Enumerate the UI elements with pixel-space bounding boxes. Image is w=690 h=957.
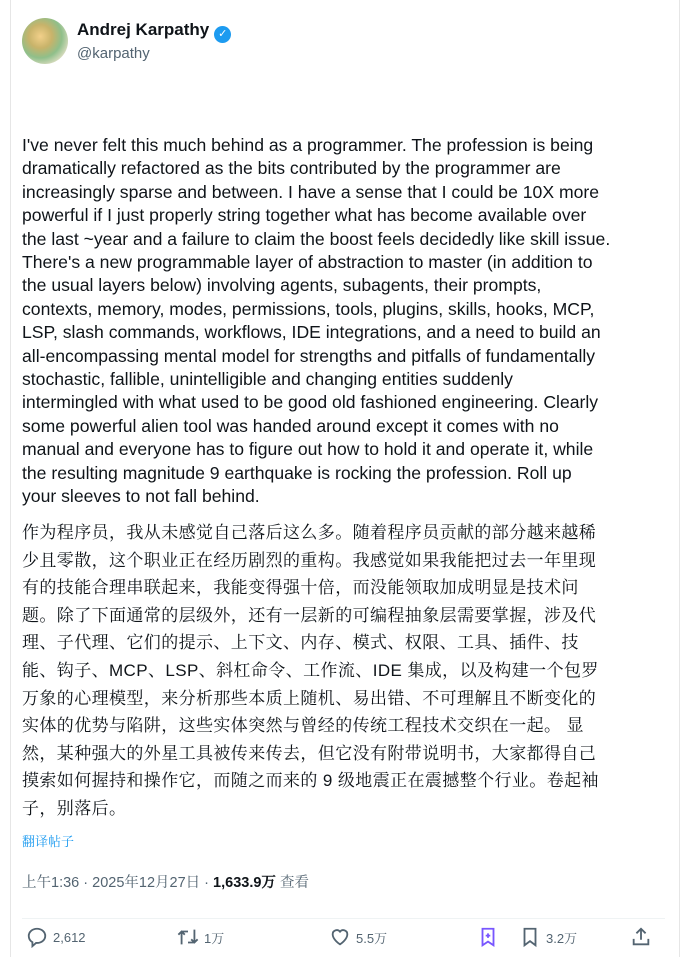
grok-bookmark-icon bbox=[477, 926, 499, 948]
post-text-line: 实体的优势与陷阱，这些实体突然与曾经的传统工程技术交织在一起。 显 bbox=[22, 716, 584, 736]
repost-button[interactable] bbox=[177, 926, 224, 948]
grok-button[interactable] bbox=[477, 926, 499, 948]
author-name-text: Andrej Karpathy bbox=[77, 20, 210, 39]
like-count: 5.5万 bbox=[356, 930, 388, 946]
like-button[interactable] bbox=[329, 926, 387, 948]
post-text-line: the usual layers below) involving agents, subagents, their prompts, bbox=[22, 275, 542, 296]
post-text-line: 摸索如何握持和操作它，而随之而来的 9 级地震正在震撼整个行业。卷起袖 bbox=[22, 771, 599, 791]
post-text-line: I've never felt this much behind as a programmer. The profession is being bbox=[22, 135, 594, 155]
post-text-line: 然，某种强大的外星工具被传来传去，但它没有附带说明书，大家都得自己 bbox=[22, 743, 597, 763]
bookmark-button[interactable] bbox=[519, 926, 577, 948]
bookmark-icon bbox=[519, 926, 541, 948]
post-text-line: 理、子代理、它们的提示、上下文、内存、模式、权限、工具、插件、技 bbox=[22, 633, 579, 653]
post-text-line: some powerful alien tool was handed around except it comes with no bbox=[22, 415, 559, 436]
heart-icon bbox=[329, 926, 351, 948]
post-text-line: 少且零散，这个职业正在经历剧烈的重构。我感觉如果我能把过去一年里现 bbox=[22, 550, 597, 570]
post-text-line: 有的技能合理串联起来，我能变得强十倍，而没能领取加成明显是技术问 bbox=[22, 578, 579, 598]
reply-button[interactable] bbox=[26, 926, 86, 948]
share-button[interactable] bbox=[630, 926, 652, 948]
verified-badge-icon: ✓ bbox=[214, 26, 231, 43]
post-text-line: contexts, memory, modes, permissions, tools, plugins, skills, hooks, MCP, bbox=[22, 298, 595, 319]
post-meta: 上午1:36 · 2025年12月27日 · 1,633.9万 查看 bbox=[22, 875, 309, 891]
post-text-line: 题。除了下面通常的层级外，还有一层新的可编程抽象层需要掌握，涉及代 bbox=[22, 605, 597, 625]
reply-count: 2,612 bbox=[53, 929, 86, 945]
reply-icon bbox=[26, 926, 48, 948]
post-text-line: manual and everyone has to figure out how to hold it and operate it, while bbox=[22, 439, 594, 460]
post-time[interactable]: 上午1:36 bbox=[22, 875, 80, 891]
divider bbox=[22, 918, 665, 919]
post-text-line: 能、钩子、MCP、LSP、斜杠命令、工作流、IDE 集成，以及构建一个包罗 bbox=[22, 660, 599, 680]
repost-icon bbox=[177, 926, 199, 948]
post-text-chinese bbox=[22, 519, 599, 823]
views-label: 查看 bbox=[279, 875, 309, 891]
author-name[interactable] bbox=[77, 20, 231, 43]
author-handle[interactable]: @karpathy bbox=[77, 45, 150, 62]
post-text-line: powerful if I just properly string together what has become available over bbox=[22, 205, 587, 226]
post-text-line: 万象的心理模型，来分析那些本质上随机、易出错、不可理解且不断变化的 bbox=[22, 688, 597, 708]
translate-post-link[interactable]: 翻译帖子 bbox=[22, 834, 75, 849]
post-text-line: There's a new programmable layer of abstraction to master (in addition to bbox=[22, 252, 593, 273]
view-count: 1,633.9万 bbox=[213, 875, 276, 891]
post-text-english bbox=[22, 134, 610, 509]
post-text-line: your sleeves to not fall behind. bbox=[22, 486, 260, 507]
post-text-line: increasingly sparse and between. I have a sense that I could be 10X more bbox=[22, 181, 600, 202]
post-text-line: 子，别落后。 bbox=[22, 798, 127, 818]
post-text-line: intermingled with what used to be good old fashioned engineering. Clearly bbox=[22, 392, 599, 413]
post-text-line: stochastic, fallible, unintelligible and changing entities suddenly bbox=[22, 369, 513, 390]
repost-count: 1万 bbox=[204, 930, 225, 946]
share-icon bbox=[630, 926, 652, 948]
post-text-line: LSP, slash commands, workflows, IDE integrations, and a need to build an bbox=[22, 322, 601, 343]
post-text-line: the last ~year and a failure to claim the boost feels decidedly like skill issue. bbox=[22, 228, 611, 249]
post-text-line: all-encompassing mental model for strengths and pitfalls of fundamentally bbox=[22, 345, 596, 366]
bookmark-count: 3.2万 bbox=[546, 930, 578, 946]
post-text-line: the resulting magnitude 9 earthquake is rocking the profession. Roll up bbox=[22, 462, 572, 483]
avatar[interactable] bbox=[22, 18, 68, 64]
post-text-line: 作为程序员，我从未感觉自己落后这么多。随着程序员贡献的部分越来越稀 bbox=[22, 523, 597, 542]
post-text-line: dramatically refactored as the bits contributed by the programmer are bbox=[22, 158, 561, 179]
action-bar bbox=[22, 926, 662, 952]
post-date[interactable]: 2025年12月27日 bbox=[92, 875, 201, 891]
